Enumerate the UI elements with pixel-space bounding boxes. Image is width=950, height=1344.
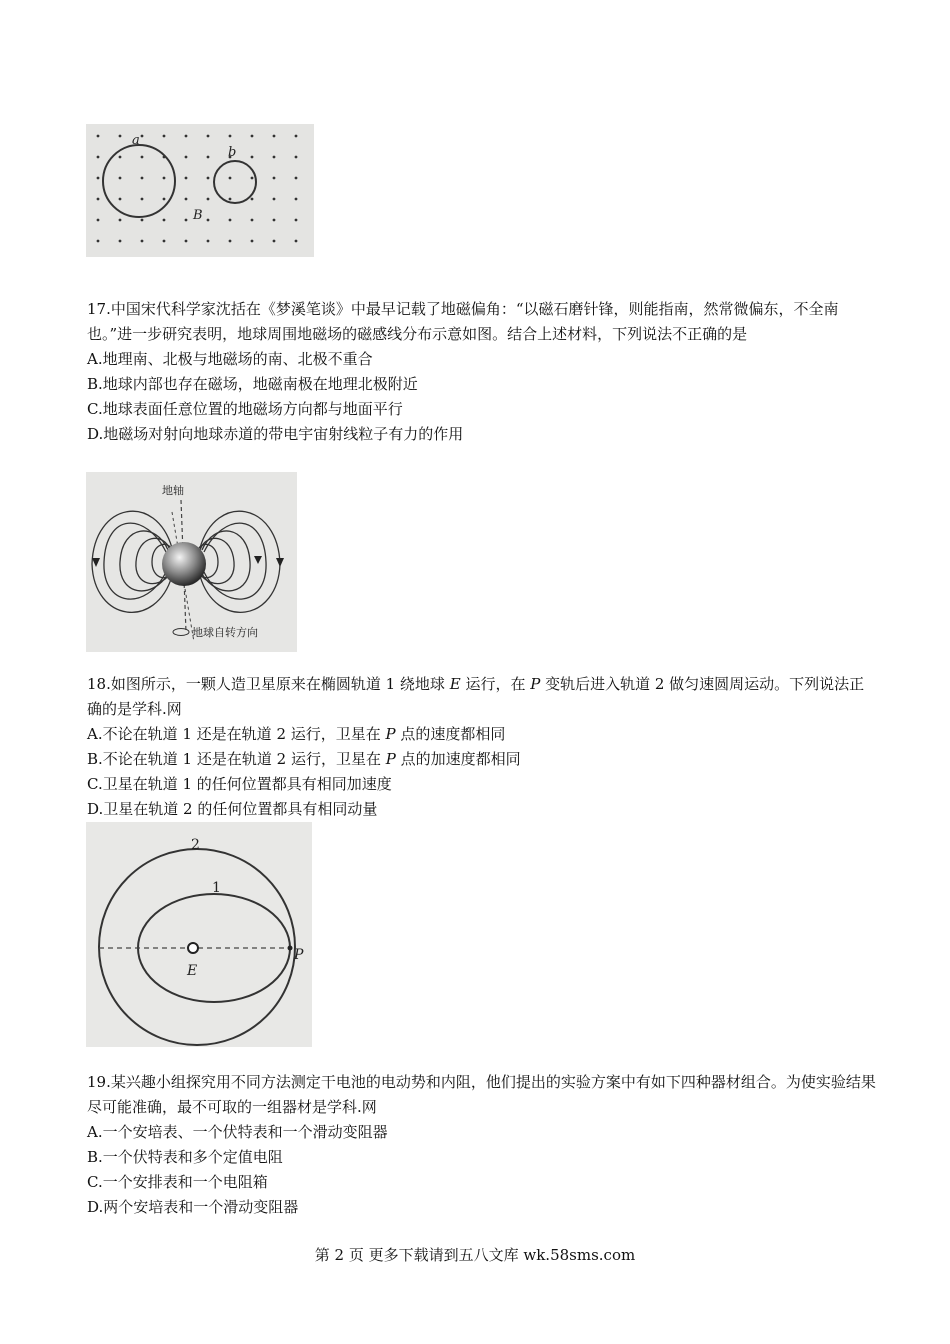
earth-label: E — [187, 963, 198, 979]
field-dot — [97, 240, 100, 243]
question-18 — [87, 672, 877, 822]
field-dot — [273, 156, 276, 159]
field-dot — [185, 177, 188, 180]
magnetic-field-drawing — [86, 124, 314, 257]
field-dot — [229, 135, 232, 138]
q19-option-d: D.两个安培表和一个滑动变阻器 — [87, 1198, 299, 1216]
field-dot — [251, 240, 254, 243]
field-dot — [229, 240, 232, 243]
field-dot — [119, 240, 122, 243]
field-dot — [163, 177, 166, 180]
question-17-stem: 17.中国宋代科学家沈括在《梦溪笔谈》中最早记载了地磁偏角：“以磁石磨针锋，则能指南，然常微偏东，不全南也。”进一步研究表明，地球周围地磁场的磁感线分布示意如图。结合上述材料，下列说法不正确的是 — [87, 300, 839, 343]
circle-a — [103, 145, 175, 217]
field-dot — [119, 198, 122, 201]
orbit-1 — [138, 894, 290, 1002]
field-dot — [251, 177, 254, 180]
q17-option-b: B.地球内部也存在磁场，地磁南极在地理北极附近 — [87, 375, 418, 393]
field-dot — [185, 240, 188, 243]
field-dot — [251, 135, 254, 138]
field-dot — [97, 156, 100, 159]
P-label: P — [294, 947, 304, 963]
rotation-label: 地球自转方向 — [192, 626, 258, 639]
field-dot — [251, 219, 254, 222]
field-dot — [163, 198, 166, 201]
field-dot — [295, 198, 298, 201]
field-dot — [141, 240, 144, 243]
field-dot — [163, 240, 166, 243]
question-19-stem: 19.某兴趣小组探究用不同方法测定干电池的电动势和内阻，他们提出的实验方案中有如下四种器材组合。为使实验结果尽可能准确，最不可取的一组器材是学科.网 — [87, 1073, 876, 1116]
earth-sphere — [162, 542, 206, 586]
field-dot — [273, 198, 276, 201]
field-dot — [119, 219, 122, 222]
field-dot — [229, 177, 232, 180]
question-18-stem: 18.如图所示，一颗人造卫星原来在椭圆轨道 1 绕地球 E 运行，在 P 变轨后进入轨道 2 做匀速圆周运动。下列说法正确的是学科.网 — [87, 675, 865, 718]
page-footer: 第 2 页 更多下载请到五八文库 wk.58sms.com — [314, 1246, 636, 1264]
field-dot — [119, 156, 122, 159]
field-dot — [141, 156, 144, 159]
question-19 — [87, 1070, 877, 1220]
field-dot — [163, 219, 166, 222]
q18-option-a: A.不论在轨道 1 还是在轨道 2 运行，卫星在 P 点的速度都相同 — [87, 725, 506, 743]
magnetic-field-figure — [86, 124, 314, 257]
field-dot — [185, 135, 188, 138]
q19-option-a: A.一个安培表、一个伏特表和一个滑动变阻器 — [87, 1123, 388, 1141]
field-dot — [207, 219, 210, 222]
field-dot — [207, 135, 210, 138]
field-dot — [273, 219, 276, 222]
field-dot — [185, 219, 188, 222]
earth-field-drawing — [86, 472, 297, 652]
field-dot — [207, 156, 210, 159]
field-dot — [229, 198, 232, 201]
q17-option-c: C.地球表面任意位置的地磁场方向都与地面平行 — [87, 400, 403, 418]
field-dot — [207, 177, 210, 180]
orbit-drawing — [86, 822, 312, 1047]
field-dot — [295, 177, 298, 180]
q18-option-c: C.卫星在轨道 1 的任何位置都具有相同加速度 — [87, 775, 392, 793]
earth-magnetic-field-figure — [86, 472, 297, 652]
field-dot — [141, 135, 144, 138]
point-P — [288, 946, 293, 951]
label-b: b — [228, 145, 237, 160]
rotation-arrow-icon — [173, 629, 189, 636]
label-a: a — [132, 133, 140, 148]
field-dot — [97, 198, 100, 201]
q18-option-d: D.卫星在轨道 2 的任何位置都具有相同动量 — [87, 800, 378, 818]
field-dot — [185, 156, 188, 159]
field-dot — [229, 219, 232, 222]
field-dot — [97, 135, 100, 138]
field-dot — [273, 135, 276, 138]
field-dot — [273, 177, 276, 180]
field-dot — [185, 198, 188, 201]
q19-option-b: B.一个伏特表和多个定值电阻 — [87, 1148, 283, 1166]
orbit-figure — [86, 822, 312, 1047]
field-dot — [251, 156, 254, 159]
orbit-2-label: 2 — [191, 837, 200, 853]
q17-option-d: D.地磁场对射向地球赤道的带电宇宙射线粒子有力的作用 — [87, 425, 464, 443]
field-dot — [251, 198, 254, 201]
field-dot — [97, 177, 100, 180]
q18-option-b: B.不论在轨道 1 还是在轨道 2 运行，卫星在 P 点的加速度都相同 — [87, 750, 521, 768]
field-dot — [295, 156, 298, 159]
field-dot — [207, 198, 210, 201]
q17-option-a: A.地理南、北极与地磁场的南、北极不重合 — [87, 350, 373, 368]
field-dot — [119, 135, 122, 138]
field-dot — [295, 135, 298, 138]
field-dot — [273, 240, 276, 243]
field-dot — [163, 135, 166, 138]
field-dot — [141, 219, 144, 222]
q19-option-c: C.一个安排表和一个电阻箱 — [87, 1173, 268, 1191]
field-dot — [207, 240, 210, 243]
field-dot — [119, 177, 122, 180]
field-dot — [141, 198, 144, 201]
circle-b — [214, 161, 256, 203]
axis-label: 地轴 — [162, 484, 184, 497]
field-dot — [141, 177, 144, 180]
label-B: B — [193, 208, 203, 223]
field-dot — [97, 219, 100, 222]
earth-point — [188, 943, 198, 953]
field-dot — [295, 240, 298, 243]
field-dot — [295, 219, 298, 222]
question-17 — [87, 297, 877, 447]
orbit-1-label: 1 — [212, 880, 221, 896]
